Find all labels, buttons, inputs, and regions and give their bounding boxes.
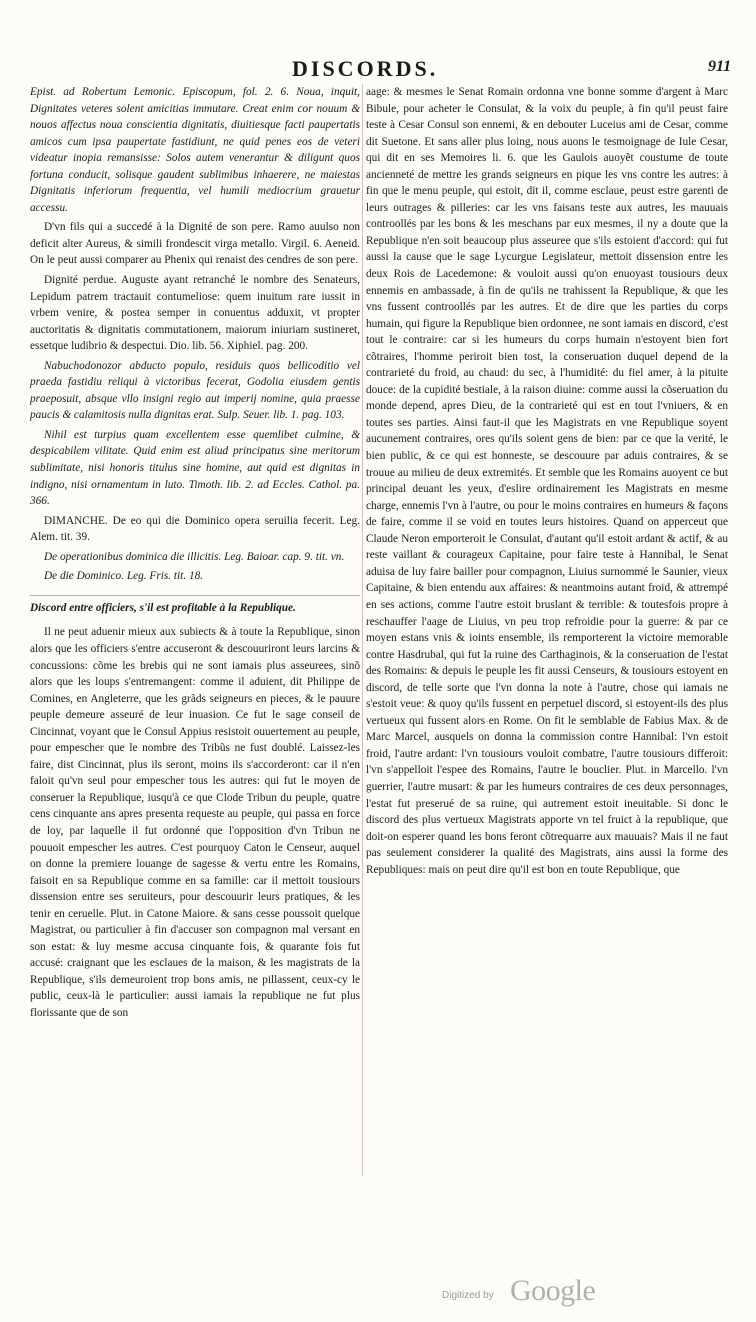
continued-paragraph: aage: & mesmes le Senat Romain ordonna vne bonne somme d'argent à Marc Bibule, pour acheter le Consulat, & la voix du peuple, à fin qu'il peust faire teste à Cesar Consul son ennemi, & en debouter Luceius ami de Cesar, comme dit Suetone. Et sans aller plus loing, nous auons le tesmoignage de Iule Cesar, qui dit en ses Memoires li. 6. que les Gaulois auoyẽt coustume de toute ancienneté de mettre les grands seigneurs en pique les vns contre les autres: à fin que le menu peuple, qui estoit, dit il, comme esclaue, peust estre garenti de leurs outrages & pilleries: car les vns faisans teste aux autres, les mauuais controollés par les bons & les meschans par eux mesmes, il ny a doute que la Republique n'en soit beaucoup plus asseuree que s'ils estoient d'accord: qui fut aussi la cause que le sage Lycurgue Legislateur, mettoit dissension entre les deux Rois de Lacedemone: & vouloit aussi qu'on enuoyast tousiours deux ennemis en ambassade, à fin de qu'ils ne trahissent la Republique, & que les vns fussent controollés par les autres. Et de dire que les parties du corps humain, qui figure la Republique bien ordonnee, ne sont iamais en discord, c'est tout le contraire: car si les humeurs du corps humain n'estoyent bien fort cõtraires, l'homme periroit bien tost, la conseruation duquel depend de la contrarieté du froid, au chaud: du sec, à l'humidité: du fiel amer, à la pituite douce: de la cupidité bestiale, à la raison diuine: comme aussi la cõseruation du monde depend, apres Dieu, de la contrarieté qui est en tout l'vniuers, & en toutes ses parties. Ainsi faut-il que les Magistrats en vne Republique soyent aucunement contraires, ores qu'ils soient gens de bien: par ce que la verité, le bien public, & ce qui est honneste, se descouure par aduis contraires, & se trouue au milieu de deux extremités. Et semble que les Romains auoyent ce but principal deuant les yeux, d'eslire ordinairement les Magistrats en mesme charge, ennemis l'vn à l'autre, ou pour le moins contraires en humeurs & façons de faire, comme il se void en toutes leurs histoires. Quand on apperceut que Claude Neron emporteroit le Consulat, d'autant qu'il estoit ardant & actif, & au reste vaillant & courageux Capitaine, pour faire teste à Hannibal, le Senat aduisa de luy faire bailler pour compagnon, Liuius surnommé le Saunier, vieux Capitaine, & bien entendu aux affaires: & neantmoins autant froid, & attrempé en ses actions, comme l'autre estoit bruslant & terrible: & toutesfois propre à reschauffer l'aage de Liuius, vn peu trop refroidie pour la guerre: & par ce moyen estans vnis & ioints ensemble, ils remporterent la victoire memorable contre Hasdrubal, qui fut la ruine des Carthaginois, & la conseruation de l'estat des Romains: & depuis le peuple les fit aussi Censeurs, & tousiours estoyent en discord, de telle sorte que l'vn donna la note à l'autre, chose qui iamais ne s'estoit veue: & quoy qu'ils fussent en perpetuel discord, si estoyent-ils des plus vertueux qui fussent alors en Rome. On fit le semblable de Fabius Max. & de Marc Marcel, ausquels on donna la commission contre Hannibal: l'vn estoit froid, l'autre ardant: l'vn tousiours vouloit combatre, l'autre tousiours differoit: l'vn s'appelloit l'espee des Romains, l'autre le bouclier. Plut. in Marcello. l'vn guerrier, l'autre musart: & par les humeurs contraires de ces deux personnages, l'estat fut preserué de sa ruine, qui autrement estoit ineuitable. Si donc le discord des plus vertueux Magistrats apporte vn tel fruict à la republique, que doit-on esperer quand les bons feront cõtrequarre aux mauuais? Mais il ne faut pas seulement considerer la qualité des Magistrats, ains aussi la forme des Republiques: mais on peut dire qu'il est bon en toute Republique, que [366, 86, 728, 876]
column-divider [362, 84, 363, 1176]
main-paragraph: Il ne peut aduenir mieux aux subiects & à toute la Republique, sinon alors que les officiers s'entre accuseront & descouuriront leurs larcins & concussions: cõme les brebis qui ne sont iamais plus asseurees, sinõ alors que les loups s'entremangent: comme il aduient, dit Philippe de Comines, en Angleterre, que les grãds seigneurs en pieces, & le pauure peuple demeure asseuré de leur inuasion. Ce fut le sage conseil de Cincinnat, voyant que le Consul Appius resistoit ouuertement au peuple, pour empescher que le nombre des Tribũs ne fust doublé. Laissez-les faire, dist Cincinnat, plus ils seront, moins ils s'accorderont: car il n'en faloit qu'vn seul pour empescher tous les autres: qui fut le moyen de conseruer la Republique, iusqu'à ce que Clode Tribun du peuple, quatre cens cinquante ans apres presenta requeste au peuple, qui passa en force de loy, par laquelle il fut ordonné que l'opposition d'vn Tribun ne pouuoit empescher les autres. C'est pourquoy Caton le Censeur, auquel on donne la premiere louange de sagesse & vertu entre les Romains, faisoit en sa Republique comme en sa famille: car il mettoit tousiours dissension entre ses seruiteurs, pour descouurir leurs pratiques, & les tenir en ceruelle. Plut. in Catone Maiore. & sans cesse poussoit quelque Magistrat, ou particulier à fin d'accuser son compagnon mal versant en son estat: & luy mesme accusa cinquante fois, & quarante fois fut accusé: craignant que les esclaues de la maison, & les magistrats de la Republique, s'ils demeuroient trop bons amis, ne pillassent, ceux-cy le public, ceux-là le particulier: aussi iamais la republique ne fut plus florissante que de son [30, 626, 360, 1019]
dimanche-paragraph: DIMANCHE. De eo qui die Dominico opera seruilia fecerit. Leg. Alem. tit. 39. [30, 514, 360, 544]
epist-paragraph: Epist. ad Robertum Lemonic. Episcopum, fol. 2. 6. Noua, inquit, Dignitates veteres solent amicitias immutare. Creat enim cor nouum & nouos affectus noua conscientia dignitatis, diuitiesque facti paupertatis amicos cum ipsa paupertate fastidiunt, ne quid penes eos de veteri videatur inopia remansisse: Solos autem venerantur & diligunt quos fortuna conducit, solisque gaudent sublimibus inhaerere, ne maiestas Dignitatis inferiorum frequentia, vel humili mediocrium grauetur accessu. [30, 86, 360, 214]
nihil-paragraph: Nihil est turpius quam excellentem esse quemlibet culmine, & despicabilem vilitate. Quid enim est aliud principatus sine meritorum sublimitate, nisi honoris titulus sine homine, aut quid est dignitas in indigno, nisi ornamentum in luto. Timoth. lib. 2. ad Eccles. Cathol. pa. 366. [30, 428, 360, 508]
digitized-footer [442, 1274, 662, 1318]
nabuchodonozor-paragraph: Nabuchodonozor abducto populo, residuis quos bellicoditio vel praeda fastidiu reliqui à victoribus fecerat, Godolia eiusdem gentis praeposuit, absque vllo insigni regio aut imperij nomine, quia praesse paucis & calamitosis nulla dignitas erat. Sulp. Seuer. lib. 1. pag. 103. [30, 359, 360, 422]
operationibus-paragraph: De operationibus dominica die illicitis. Leg. Baioar. cap. 9. tit. vn. [44, 550, 345, 563]
google-logo: Google [510, 1274, 596, 1307]
running-title: DISCORDS. [292, 56, 439, 81]
left-column [30, 84, 360, 1022]
page-number: 911 [708, 58, 732, 75]
section-heading: Discord entre officiers, s'il est profitable à la Republique. [30, 595, 360, 617]
digitized-by-label: Digitized by [442, 1290, 494, 1301]
fils-paragraph: D'vn fils qui a succedé à la Dignité de son pere. Ramo auulso non deficit alter Aureus, & simili frondescit virga metallo. Virgil. 6. Aeneid. On le peut aussi comparer au Phenix qui renaist des cendres de son pere. [30, 221, 360, 267]
dignite-perdue-paragraph: Dignité perdue. Auguste ayant retranché le nombre des Senateurs, Lepidum patrem tractauit contumeliose: quem inuitum rare iussit in vrbem venire, & postea semper in conuentus adduxit, vt propter auctoritatis & dignitatis commutationem, maiorum iniuriam sustineret, essetque ludibrio & despectui. Dio. lib. 56. Xiphiel. pag. 200. [30, 274, 360, 353]
page-header [0, 56, 756, 82]
die-dominico-paragraph: De die Dominico. Leg. Fris. tit. 18. [44, 570, 204, 583]
right-column [366, 84, 728, 878]
